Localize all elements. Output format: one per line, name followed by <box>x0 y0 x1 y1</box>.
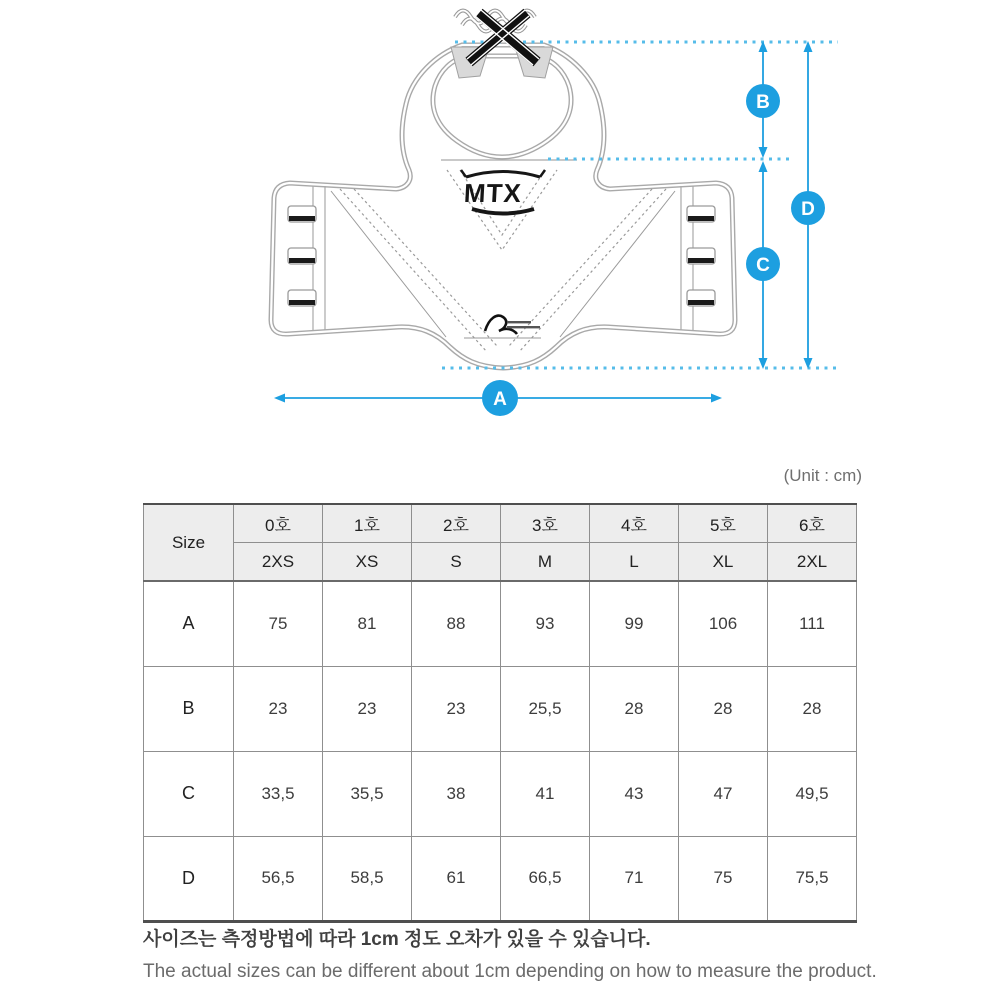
size-cell: 106 <box>679 581 768 666</box>
dimension-b-label: B <box>756 92 770 113</box>
size-cell: 61 <box>412 836 501 921</box>
col-header-ko: 0호 <box>234 504 323 543</box>
size-cell: 28 <box>590 666 679 751</box>
row-label: C <box>144 751 234 836</box>
col-header-ko: 3호 <box>501 504 590 543</box>
size-table <box>143 503 857 923</box>
size-cell: 47 <box>679 751 768 836</box>
size-cell: 75 <box>234 581 323 666</box>
size-cell: 28 <box>679 666 768 751</box>
col-header-en: 2XS <box>234 543 323 582</box>
size-cell: 23 <box>234 666 323 751</box>
size-cell: 28 <box>768 666 857 751</box>
size-cell: 88 <box>412 581 501 666</box>
header-row-ko <box>144 504 857 543</box>
size-cell: 99 <box>590 581 679 666</box>
size-cell: 66,5 <box>501 836 590 921</box>
size-cell: 75,5 <box>768 836 857 921</box>
size-cell: 111 <box>768 581 857 666</box>
col-header-ko: 4호 <box>590 504 679 543</box>
col-header-en: L <box>590 543 679 582</box>
size-cell: 33,5 <box>234 751 323 836</box>
col-header-ko: 1호 <box>323 504 412 543</box>
size-cell: 38 <box>412 751 501 836</box>
row-label: B <box>144 666 234 751</box>
size-cell: 71 <box>590 836 679 921</box>
col-header-en: XL <box>679 543 768 582</box>
size-cell: 81 <box>323 581 412 666</box>
size-cell: 25,5 <box>501 666 590 751</box>
dimension-c-label: C <box>756 255 770 276</box>
dimension-a-label: A <box>493 389 507 410</box>
measurement-diagram <box>0 0 1000 460</box>
size-corner-header: Size <box>144 504 234 581</box>
unit-note: (Unit : cm) <box>783 466 862 485</box>
size-cell: 56,5 <box>234 836 323 921</box>
row-label: A <box>144 581 234 666</box>
table-row-d <box>144 836 857 921</box>
col-header-ko: 6호 <box>768 504 857 543</box>
table-row-c <box>144 751 857 836</box>
col-header-en: M <box>501 543 590 582</box>
size-cell: 23 <box>323 666 412 751</box>
size-cell: 49,5 <box>768 751 857 836</box>
mtx-logo-text: MTX <box>463 178 523 208</box>
header-row-en <box>144 543 857 582</box>
col-header-en: XS <box>323 543 412 582</box>
left-wing-slots <box>288 206 316 306</box>
size-cell: 23 <box>412 666 501 751</box>
size-cell: 58,5 <box>323 836 412 921</box>
footnote-english: The actual sizes can be different about 1cm depending on how to measure the product. <box>143 961 877 982</box>
table-row-a <box>144 581 857 666</box>
col-header-en: S <box>412 543 501 582</box>
right-wing-slots <box>687 206 715 306</box>
dimension-d-label: D <box>801 199 815 220</box>
row-label: D <box>144 836 234 921</box>
size-cell: 35,5 <box>323 751 412 836</box>
col-header-ko: 5호 <box>679 504 768 543</box>
table-row-b <box>144 666 857 751</box>
col-header-ko: 2호 <box>412 504 501 543</box>
size-cell: 41 <box>501 751 590 836</box>
size-cell: 43 <box>590 751 679 836</box>
size-cell: 93 <box>501 581 590 666</box>
col-header-en: 2XL <box>768 543 857 582</box>
size-cell: 75 <box>679 836 768 921</box>
footnote-korean: 사이즈는 측정방법에 따라 1cm 정도 오차가 있을 수 있습니다. <box>143 929 651 950</box>
